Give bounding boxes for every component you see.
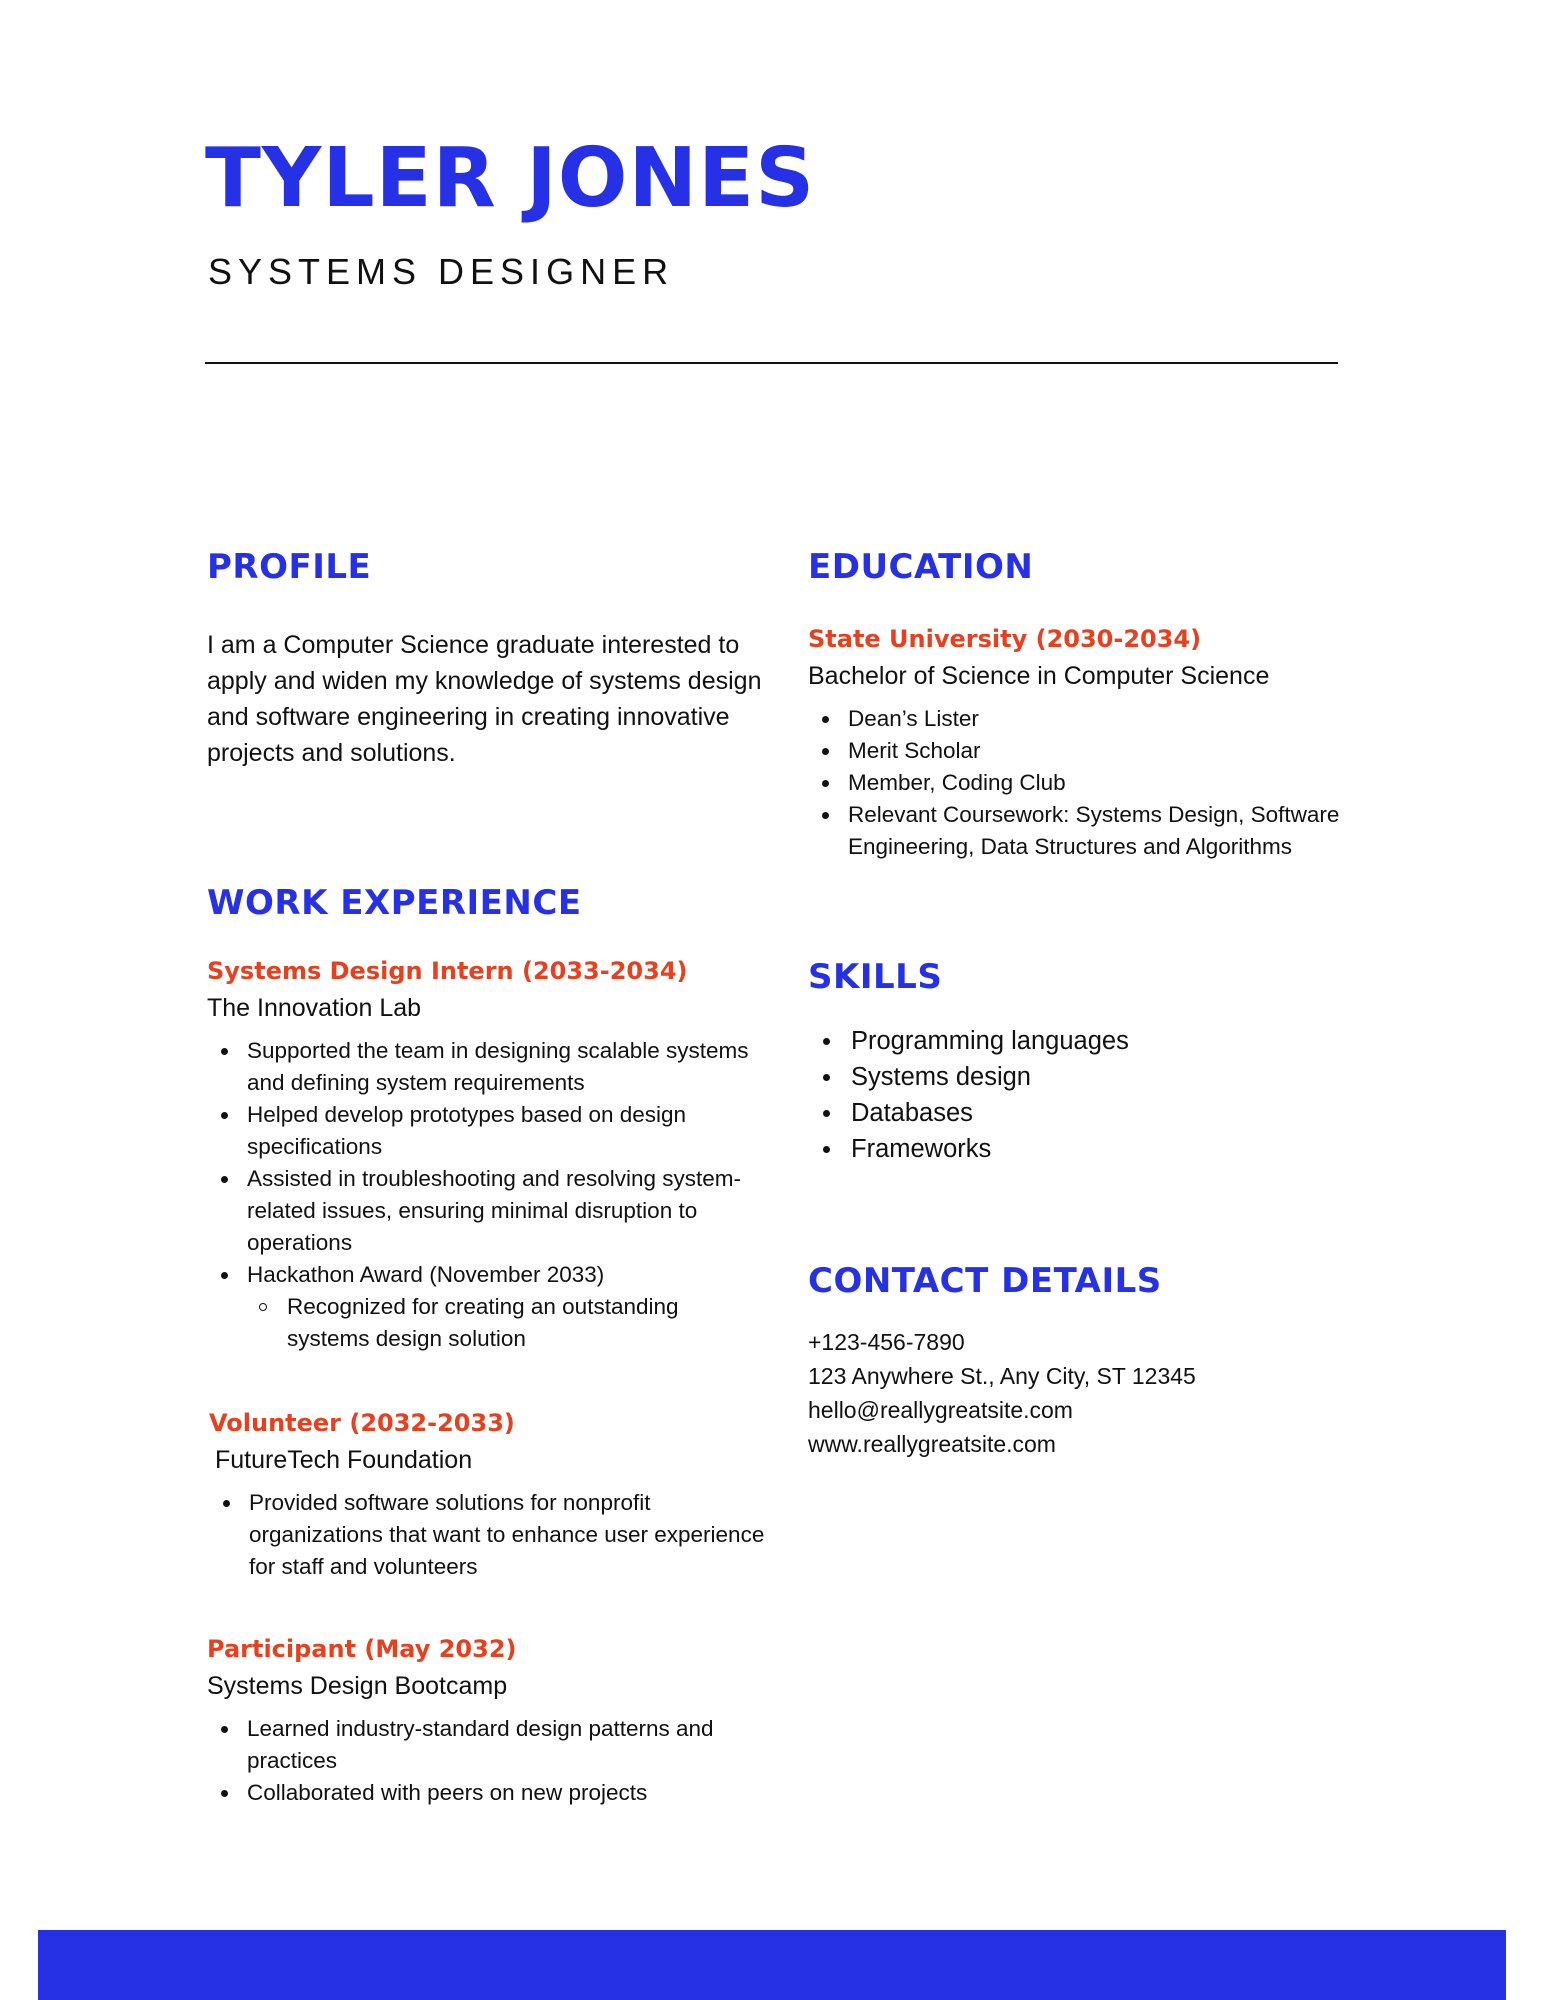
work-entry-org: FutureTech Foundation xyxy=(215,1446,473,1474)
list-item: Dean’s Lister xyxy=(808,703,1348,735)
left-column xyxy=(207,545,767,1809)
skill-item: Programming languages xyxy=(808,1023,1348,1059)
right-column xyxy=(808,545,1348,1461)
work-experience-section xyxy=(207,881,767,1809)
list-item: Merit Scholar xyxy=(808,735,1348,767)
education-school: State University (2030-2034) xyxy=(808,625,1202,653)
profile-text: I am a Computer Science graduate interested to apply and widen my knowledge of systems design and software engineering in creating innovative projects and solutions. xyxy=(207,631,762,767)
contact-email: hello@reallygreatsite.com xyxy=(808,1397,1073,1423)
header-divider xyxy=(205,362,1338,364)
list-item: Supported the team in designing scalable systems and defining system requirements xyxy=(207,1035,767,1099)
sub-list-item: Recognized for creating an outstanding systems design solution xyxy=(247,1291,767,1355)
work-entry xyxy=(207,953,767,1355)
work-entry-title: Participant (May 2032) xyxy=(207,1635,517,1663)
list-item: Helped develop prototypes based on design specifications xyxy=(207,1099,767,1163)
work-entry-title: Systems Design Intern (2033-2034) xyxy=(207,957,688,985)
contact-lines xyxy=(808,1325,1348,1461)
list-item: Provided software solutions for nonprofit organizations that want to enhance user experience for staff and volunteers xyxy=(209,1487,767,1583)
work-entry-bullets xyxy=(207,1713,767,1809)
list-item: Relevant Coursework: Systems Design, Software Engineering, Data Structures and Algorithms xyxy=(808,799,1348,863)
skill-item: Frameworks xyxy=(808,1131,1348,1167)
education-degree: Bachelor of Science in Computer Science xyxy=(808,662,1270,690)
work-entry-org: Systems Design Bootcamp xyxy=(207,1672,508,1700)
list-item: Learned industry-standard design patterns and practices xyxy=(207,1713,767,1777)
skill-item: Databases xyxy=(808,1095,1348,1131)
work-experience-heading: WORK EXPERIENCE xyxy=(207,883,582,923)
education-bullets xyxy=(808,703,1348,863)
work-entry-title: Volunteer (2032-2033) xyxy=(209,1409,515,1437)
work-entry xyxy=(207,1631,767,1809)
list-item: Collaborated with peers on new projects xyxy=(207,1777,767,1809)
skill-item: Systems design xyxy=(808,1059,1348,1095)
candidate-name: TYLER JONES xyxy=(205,131,816,226)
contact-address: 123 Anywhere St., Any City, ST 12345 xyxy=(808,1363,1196,1389)
skills-heading: SKILLS xyxy=(808,957,943,997)
footer-bar xyxy=(38,1930,1506,2000)
contact-phone: +123-456-7890 xyxy=(808,1329,965,1355)
contact-website: www.reallygreatsite.com xyxy=(808,1431,1056,1457)
work-entry-bullets xyxy=(209,1487,767,1583)
contact-section xyxy=(808,1259,1348,1461)
work-entry-bullets xyxy=(207,1035,767,1355)
skills-section xyxy=(808,955,1348,1167)
profile-section xyxy=(207,545,767,771)
work-entry xyxy=(207,1405,767,1583)
list-item: Assisted in troubleshooting and resolving system-related issues, ensuring minimal disruption to operations xyxy=(207,1163,767,1259)
list-item: Member, Coding Club xyxy=(808,767,1348,799)
list-item-with-sublist xyxy=(207,1259,767,1355)
list-item-text: Hackathon Award (November 2033) xyxy=(247,1262,605,1287)
contact-heading: CONTACT DETAILS xyxy=(808,1261,1162,1301)
education-section xyxy=(808,545,1348,863)
profile-heading: PROFILE xyxy=(207,547,372,587)
sub-bullets xyxy=(247,1291,767,1355)
job-title: SYSTEMS DESIGNER xyxy=(208,251,675,292)
skills-list xyxy=(808,1023,1348,1167)
work-entry-org: The Innovation Lab xyxy=(207,994,422,1022)
education-heading: EDUCATION xyxy=(808,547,1034,587)
